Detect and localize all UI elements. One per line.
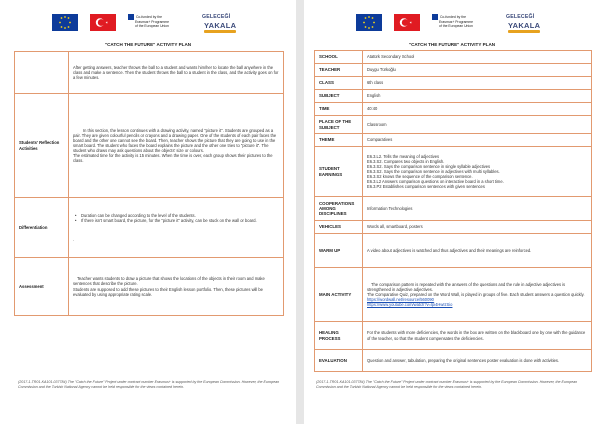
row-label: Assessment <box>15 258 69 316</box>
project-logo <box>200 12 240 34</box>
row-value: English <box>363 90 592 103</box>
table-row <box>15 52 284 94</box>
paragraph: The Comparative Quiz, prepared on the Word Wall, is played in groups of five. Each student answers a question quickly. <box>367 291 585 297</box>
row-value: For the students with more deficiencies, the words in the box are written on the blackboard one by one with the guidance of the teacher, so that the student compensates the deficiencies. <box>363 322 592 350</box>
row-value: 40:40 <box>363 103 592 116</box>
row-text <box>69 258 284 316</box>
row-value: A video about adjectives is watched and thus adjectives and their meanings are reinforced. <box>363 234 592 268</box>
project-logo-line-2: YAKALA <box>204 21 237 30</box>
table-row <box>315 350 592 372</box>
table-row <box>315 322 592 350</box>
table-row <box>315 77 592 90</box>
erasmus-line-3: of the European Union <box>135 24 169 28</box>
row-label: Differentiation <box>15 198 69 258</box>
bullet-item <box>73 218 279 223</box>
page-footer: (2017-1-TR01-KA101-037784) The "Catch the Future" Project under contract number Erasmus+ is supported by the European Commission. However, the European Commission and the Turkish National Agency cannot be held responsible for the views contained herein. <box>18 380 280 389</box>
row-label: TEACHER <box>315 64 363 77</box>
erasmus-logo <box>128 14 169 28</box>
row-label: STUDENT EARNINGS <box>315 147 363 197</box>
row-label <box>15 52 69 94</box>
row-text <box>69 198 284 258</box>
earning-line: E6.3.P2 Establishes comparison sentences with given sentences <box>367 184 485 190</box>
row-label: WARM UP <box>315 234 363 268</box>
row-label: SUBJECT <box>315 90 363 103</box>
table-row <box>315 51 592 64</box>
page-title: "CATCH THE FUTURE" ACTIVITY PLAN <box>408 42 496 47</box>
table-row <box>315 134 592 147</box>
erasmus-logo <box>432 14 473 28</box>
project-logo <box>504 12 544 34</box>
row-label: TIME <box>315 103 363 116</box>
row-text <box>69 94 284 198</box>
turkey-flag-icon <box>394 14 420 31</box>
table-row <box>15 258 284 316</box>
paragraph: Teacher wants students to draw a picture that shows the locations of the objects in their room and make sentences that describe the picture. <box>73 276 265 287</box>
wordwall-link[interactable]: https://wordwall.net/resource/560090 <box>367 297 434 303</box>
row-value: Question and answer, tabulation, preparing the original sentences poster evaluation is done with activities. <box>363 350 592 372</box>
row-value: Classroom <box>363 116 592 134</box>
header-logos <box>356 14 556 38</box>
table-row <box>315 103 592 116</box>
row-lines <box>363 147 592 197</box>
bullet-icon: • <box>75 217 77 223</box>
row-label: VEHICLES <box>315 221 363 234</box>
erasmus-line-1: Co-funded by the <box>135 14 162 19</box>
page-footer: (2017-1-TR01-KA101-037784) The "Catch the Future" Project under contract number Erasmus+ is supported by the European Commission. However, the European Commission and the Turkish National Agency cannot be held responsible for the views contained herein. <box>316 380 578 389</box>
youtube-link[interactable]: https://www.youtube.com/watch?v=lpi4HwIzSio <box>367 302 453 308</box>
table-row <box>315 147 592 197</box>
table-row <box>315 90 592 103</box>
table-row <box>15 198 284 258</box>
activity-table-left <box>14 51 284 316</box>
earning-line: E6.3.L2 Answers comparison questions on interactive board in a short time. <box>367 179 504 185</box>
page-left <box>0 0 296 424</box>
row-value: Words all, smartboard, posters <box>363 221 592 234</box>
row-label: HEALING PROCESS <box>315 322 363 350</box>
table-row <box>315 64 592 77</box>
erasmus-line-2: Erasmus+ Programme <box>439 20 474 24</box>
turkey-flag-icon <box>90 14 116 31</box>
row-label: CLASS <box>315 77 363 90</box>
row-value: Atatürk Secondary School <box>363 51 592 64</box>
paragraph: After getting answers, teacher throws the ball to a student and wants him/her to locate the ball anywhere in the class and make a sentence. Then the student throws the ball to a student in the class, and the activity goes on for a few minutes. <box>73 64 279 81</box>
row-value: 6th class <box>363 77 592 90</box>
table-row <box>15 94 284 198</box>
row-label: COOPERATIONS AMONG DISCIPLINES <box>315 197 363 221</box>
table-row <box>315 221 592 234</box>
table-row <box>315 268 592 322</box>
erasmus-line-1: Co-funded by the <box>439 14 466 19</box>
bullet-text: If there isn't smart board, the picture, for the "picture it" activity, can be stuck on the wall or board. <box>81 217 257 223</box>
row-label: SCHOOL <box>315 51 363 64</box>
paragraph: Students are supposed to add these pictures to their English lesson portfolio. Then, these pictures will be evaluated by using appropriate rating scale. <box>73 286 263 297</box>
row-label: PLACE OF THE SUBJECT <box>315 116 363 134</box>
activity-table-right <box>314 50 592 372</box>
paragraph: In this section, the lesson continues with a drawing activity, named "picture it". Students are grouped as a pair. They are given colourful pencils or crayons and a drawing paper. One of the students of each pair faces the board and the other one cannot see the board. Then, teacher shows the picture that they are going to use in the smart board. The student who faces the board explains the picture and the other one tries to "picture it". The student who draws may ask questions about the objects' size or colours. <box>73 127 277 154</box>
project-logo-line-2: YAKALA <box>508 21 541 30</box>
row-label: Students' Reflection Activities <box>15 94 69 198</box>
row-label: EVALUATION <box>315 350 363 372</box>
row-text <box>69 52 284 94</box>
table-row <box>315 234 592 268</box>
project-logo-bar <box>204 30 236 33</box>
earning-line: E6.3.S2. Says the comparison sentence in single syllable adjectives <box>367 163 491 169</box>
paragraph: The estimated time for the activity is 15 minutes. When the time is over, each group shows their pictures to the class. <box>73 153 273 164</box>
page-right <box>304 0 600 424</box>
earning-line: E6.3.L2. Tells the meaning of adjectives <box>367 153 440 159</box>
project-logo-line-1: GELECEĞİ <box>506 14 535 20</box>
bullet-text: Duration can be changed according to the level of the students. <box>81 212 196 218</box>
row-lines <box>363 268 592 322</box>
earning-line: E6.3.S2. Compares two objects in English. <box>367 158 445 164</box>
trailer-text: . <box>73 237 75 243</box>
project-logo-line-1: GELECEĞİ <box>202 14 231 20</box>
project-logo-bar <box>508 30 540 33</box>
row-value: Duygu Türkoğlu <box>363 64 592 77</box>
table-row <box>315 116 592 134</box>
erasmus-line-3: of the European Union <box>439 24 473 28</box>
row-value: Information Technologies <box>363 197 592 221</box>
eu-flag-icon <box>356 14 382 31</box>
eu-flag-icon <box>52 14 78 31</box>
row-label: THEME <box>315 134 363 147</box>
row-label: MAIN ACTIVITY <box>315 268 363 322</box>
bullet-icon: • <box>75 212 77 218</box>
earning-line: E6.3.S2. Says the comparison sentence in adjectives with multi syllables. <box>367 168 500 174</box>
table-row <box>315 197 592 221</box>
page-title: "CATCH THE FUTURE" ACTIVITY PLAN <box>104 42 192 47</box>
erasmus-line-2: Erasmus+ Programme <box>135 20 170 24</box>
header-logos <box>52 14 252 38</box>
row-value: Comparatives <box>363 134 592 147</box>
paragraph: The comparison pattern is repeated with the answers of the questions and the rule in adjective adjectives is strengthened in adjective adjectives. <box>367 281 566 292</box>
earning-line: E6.3.S2 knows the sequence of the comparison sentence. <box>367 174 473 180</box>
